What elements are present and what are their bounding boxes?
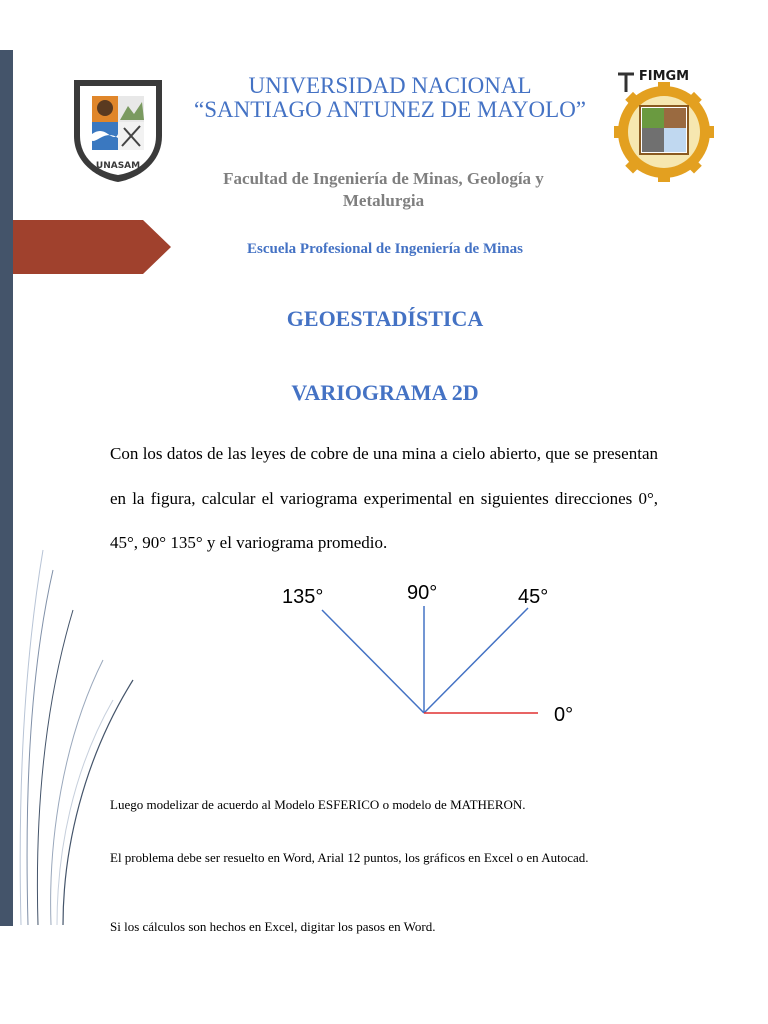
school-name: Escuela Profesional de Ingeniería de Minas (247, 241, 523, 257)
label-0-degrees: 0° (554, 704, 574, 726)
right-seal-text: FIMGM (638, 69, 690, 84)
problem-statement: Con los datos de las leyes de cobre de una mina a cielo abierto, que se presentan en la figura, calcular el variograma experimental en siguientes direcciones 0°, 45°, 90° 135° y el variograma promedio. (110, 444, 658, 552)
label-45-degrees: 45° (518, 586, 549, 608)
faculty-name: Facultad de Ingeniería de Minas, Geología y Metalurgia (223, 169, 544, 210)
left-seal-text: UNASAM (95, 161, 141, 171)
direction-line-45 (424, 608, 528, 713)
direction-line-135 (322, 610, 424, 713)
note-format: El problema debe ser resuelto en Word, Arial 12 puntos, los gráficos en Excel o en Autocad. (110, 850, 589, 865)
note-model: Luego modelizar de acuerdo al Modelo ESFERICO o modelo de MATHERON. (110, 797, 526, 812)
section-arrow-shape (13, 220, 173, 274)
unasam-seal-logo (70, 76, 166, 184)
fimgm-gear-logo (612, 66, 716, 184)
direction-diagram (270, 570, 590, 740)
label-135-degrees: 135° (282, 586, 324, 608)
note-excel: Si los cálculos son hechos en Excel, digitar los pasos en Word. (110, 919, 436, 934)
label-90-degrees: 90° (407, 582, 438, 604)
course-title: GEOESTADÍSTICA (286, 306, 484, 331)
university-name-line1: UNIVERSIDAD NACIONAL (248, 73, 532, 98)
left-sidebar-bar (0, 50, 13, 926)
university-name-line2: “SANTIAGO ANTUNEZ DE MAYOLO” (193, 97, 587, 122)
topic-title: VARIOGRAMA 2D (291, 380, 479, 405)
